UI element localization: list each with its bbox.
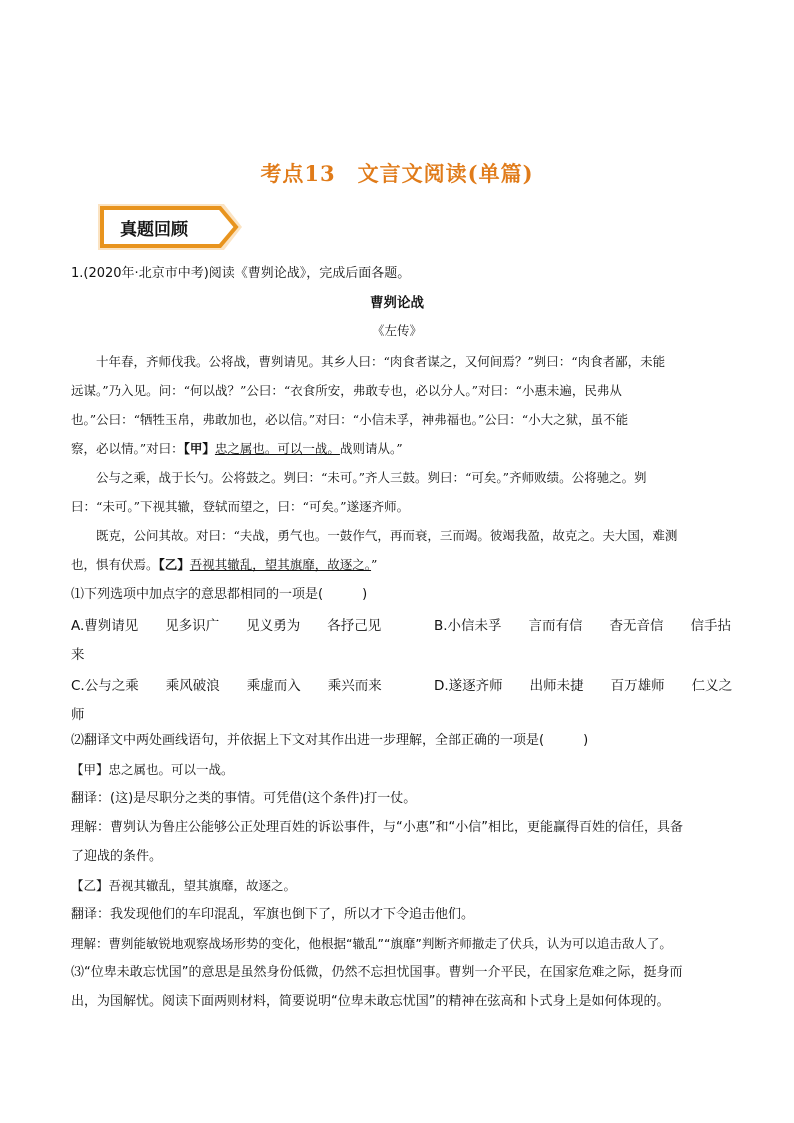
yi-label-line: 【乙】吾视其辙乱，望其旗靡，故逐之。 bbox=[71, 878, 297, 893]
option-a: A.曹刿请见 见多识广 见义勇为 各抒己见 bbox=[71, 618, 382, 634]
jia-label-line: 【甲】忠之属也。可以一战。 bbox=[71, 762, 234, 777]
passage-title: 曹刿论战 bbox=[370, 295, 424, 311]
passage-source: 《左传》 bbox=[371, 323, 422, 338]
option-c: C.公与之乘 乘风破浪 乘虚而入 乘兴而来 bbox=[71, 678, 382, 694]
yi-underlined-sentence: 吾视其辙乱，望其旗靡，故逐之。 bbox=[189, 557, 372, 572]
section-tag bbox=[96, 202, 244, 252]
yi-translation: 翻译：我发现他们的车印混乱，军旗也倒下了，所以才下令追击他们。 bbox=[71, 907, 475, 922]
option-d-continued: 师 bbox=[71, 707, 85, 723]
sub-question-1: ⑴下列选项中加点字的意思都相同的一项是( ) bbox=[71, 587, 368, 602]
passage-p2-line: 曰：“未可。”下视其辙，登轼而望之，曰：“可矣。”遂逐齐师。 bbox=[71, 499, 410, 514]
option-b-continued: 来 bbox=[71, 647, 85, 663]
jia-translation: 翻译：(这)是尽职分之类的事情。可凭借(这个条件)打一仗。 bbox=[71, 791, 417, 806]
passage-line-with-jia bbox=[71, 439, 725, 459]
sub-question-2: ⑵翻译文中两处画线语句，并依据上下文对其作出进一步理解，全部正确的一项是( ) bbox=[71, 733, 589, 748]
yi-marker: 【乙】 bbox=[158, 557, 190, 572]
jia-underlined-sentence: 忠之属也。可以一战。 bbox=[214, 441, 340, 456]
passage-p3-line-with-yi bbox=[71, 555, 725, 575]
passage-line-tail: 战则请从。” bbox=[339, 441, 403, 456]
passage-line: 远谋。”乃入见。问：“何以战？”公曰：“衣食所安，弗敢专也，必以分人。”对曰：“小惠未遍，民弗从 bbox=[71, 383, 622, 398]
passage-line: 察，必以情。”对曰： bbox=[71, 441, 184, 456]
passage-p3-tail: ” bbox=[371, 557, 378, 572]
passage-p2-line: 公与之乘，战于长勺。公将鼓之。刿曰：“未可。”齐人三鼓。刿曰：“可矣。”齐师败绩。公将驰之。刿 bbox=[71, 470, 647, 485]
yi-understanding: 理解：曹刿能敏锐地观察战场形势的变化，他根据“辙乱”“旗靡”判断齐师撤走了伏兵，认为可以追击敌人了。 bbox=[71, 936, 672, 951]
section-tag-label: 真题回顾 bbox=[120, 220, 188, 240]
option-d: D.遂逐齐师 出师未捷 百万雄师 仁义之 bbox=[434, 678, 733, 694]
option-b: B.小信未孚 言而有信 杳无音信 信手拈 bbox=[434, 618, 732, 634]
jia-marker: 【甲】 bbox=[183, 441, 215, 456]
passage-line: 也。”公曰：“牺牲玉帛，弗敢加也，必以信。”对曰：“小信未孚，神弗福也。”公曰：“小大之狱，虽不能 bbox=[71, 412, 629, 427]
passage-line: 十年春，齐师伐我。公将战，曹刿请见。其乡人曰：“肉食者谋之，又何间焉？”刿曰：“肉食者鄙，未能 bbox=[71, 354, 666, 369]
passage-p3-line: 既克，公问其故。对曰：“夫战，勇气也。一鼓作气，再而衰，三而竭。彼竭我盈，故克之。夫大国，难测 bbox=[71, 528, 678, 543]
sub-question-3: 出，为国解忧。阅读下面两则材料，简要说明“位卑未敢忘忧国”的精神在弦高和卜式身上是如何体现的。 bbox=[71, 994, 670, 1009]
jia-understanding: 理解：曹刿认为鲁庄公能够公正处理百姓的诉讼事件，与“小惠”和“小信”相比，更能赢得百姓的信任，具备 bbox=[71, 820, 683, 835]
sub-question-3: ⑶“位卑未敢忘忧国”的意思是虽然身份低微，仍然不忘担忧国事。曹刿一介平民，在国家危难之际，挺身而 bbox=[71, 965, 683, 980]
question-1-intro: 1.(2020年·北京市中考)阅读《曹刿论战》，完成后面各题。 bbox=[71, 266, 411, 281]
passage-p3-line: 也，惧有伏焉。 bbox=[71, 557, 159, 572]
jia-understanding: 了迎战的条件。 bbox=[71, 849, 163, 864]
page-title: 考点13 文言文阅读(单篇) bbox=[260, 161, 534, 186]
